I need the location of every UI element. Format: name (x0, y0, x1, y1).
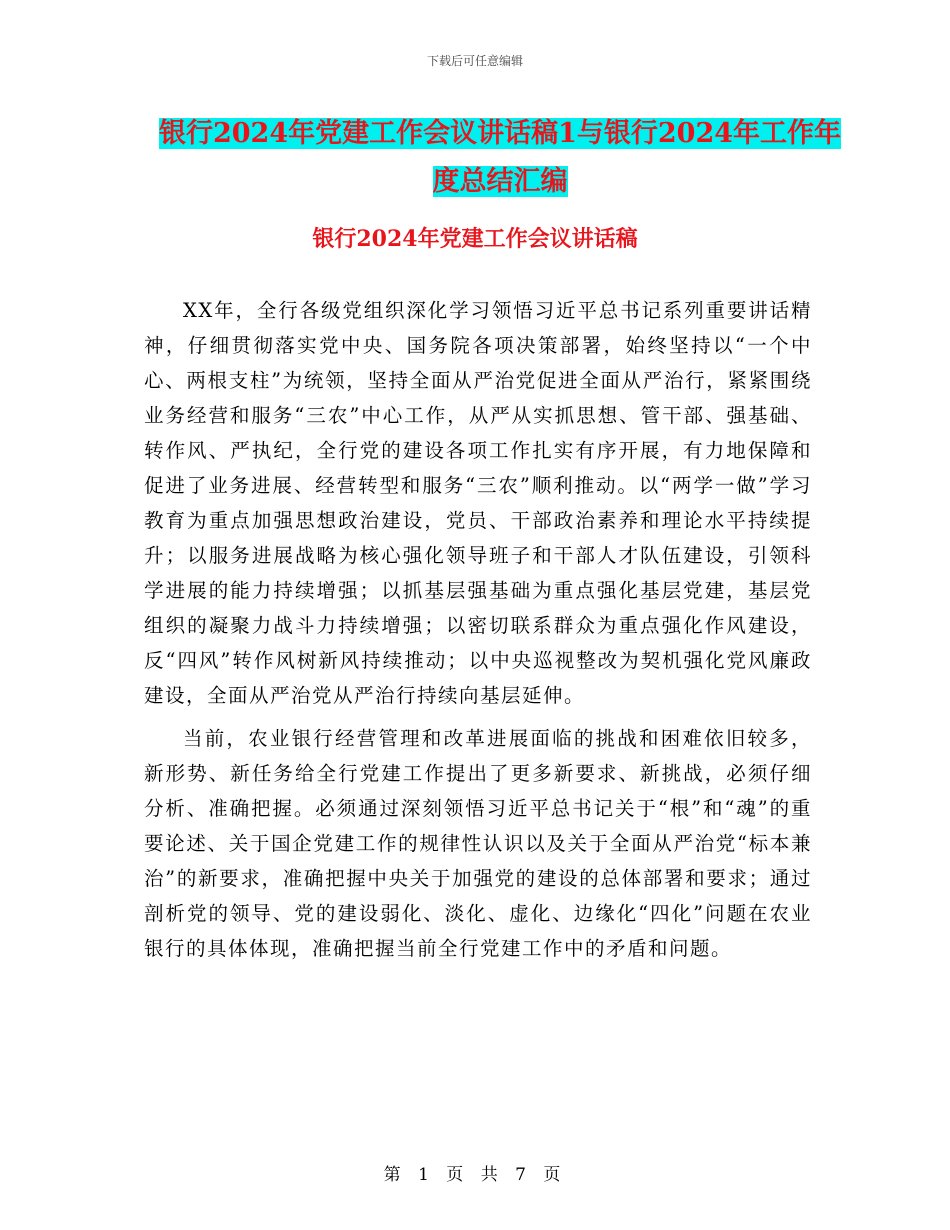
section-title: 银行2024年党建工作会议讲话稿 (312, 226, 638, 252)
document-body (144, 293, 812, 974)
body-paragraph-1: XX年，全行各级党组织深化学习领悟习近平总书记系列重要讲话精神，仔细贯彻落实党中央、国务院各项决策部署，始终坚持以“一个中心、两根支柱”为统领，坚持全面从严治党促进全面从严治行，紧紧围绕业务经营和服务“三农”中心工作，从严从实抓思想、管干部、强基础、转作风、严执纪，全行党的建设各项工作扎实有序开展，有力地保障和促进了业务进展、经营转型和服务“三农”顺利推动。以“两学一做”学习教育为重点加强思想政治建设，党员、干部政治素养和理论水平持续提升；以服务进展战略为核心强化领导班子和干部人才队伍建设，引领科学进展的能力持续增强；以抓基层强基础为重点强化基层党建，基层党组织的凝聚力战斗力持续增强；以密切联系群众为重点强化作风建设，反“四风”转作风树新风持续推动；以中央巡视整改为契机强化党风廉政建设，全面从严治党从严治行持续向基层延伸。 (144, 299, 812, 707)
document-title-text: 银行2024年党建工作会议讲话稿1与银行2024年工作年度总结汇编 (158, 118, 842, 197)
page-header-note: 下载后可任意编辑 (426, 54, 523, 68)
page-number: 第 1 页 共 7 页 (383, 1165, 567, 1185)
body-paragraph-2: 当前，农业银行经营管理和改革进展面临的挑战和困难依旧较多，新形势、新任务给全行党建工作提出了更多新要求、新挑战，必须仔细分析、准确把握。必须通过深刻领悟习近平总书记关于“根”和“魂”的重要论述、关于国企党建工作的规律性认识以及关于全面从严治党“标本兼治”的新要求，准确把握中央关于加强党的建设的总体部署和要求；通过剖析党的领导、党的建设弱化、淡化、虚化、边缘化“四化”问题在农业银行的具体体现，准确把握当前全行党建工作中的矛盾和问题。 (144, 727, 812, 960)
document-title (150, 110, 850, 206)
